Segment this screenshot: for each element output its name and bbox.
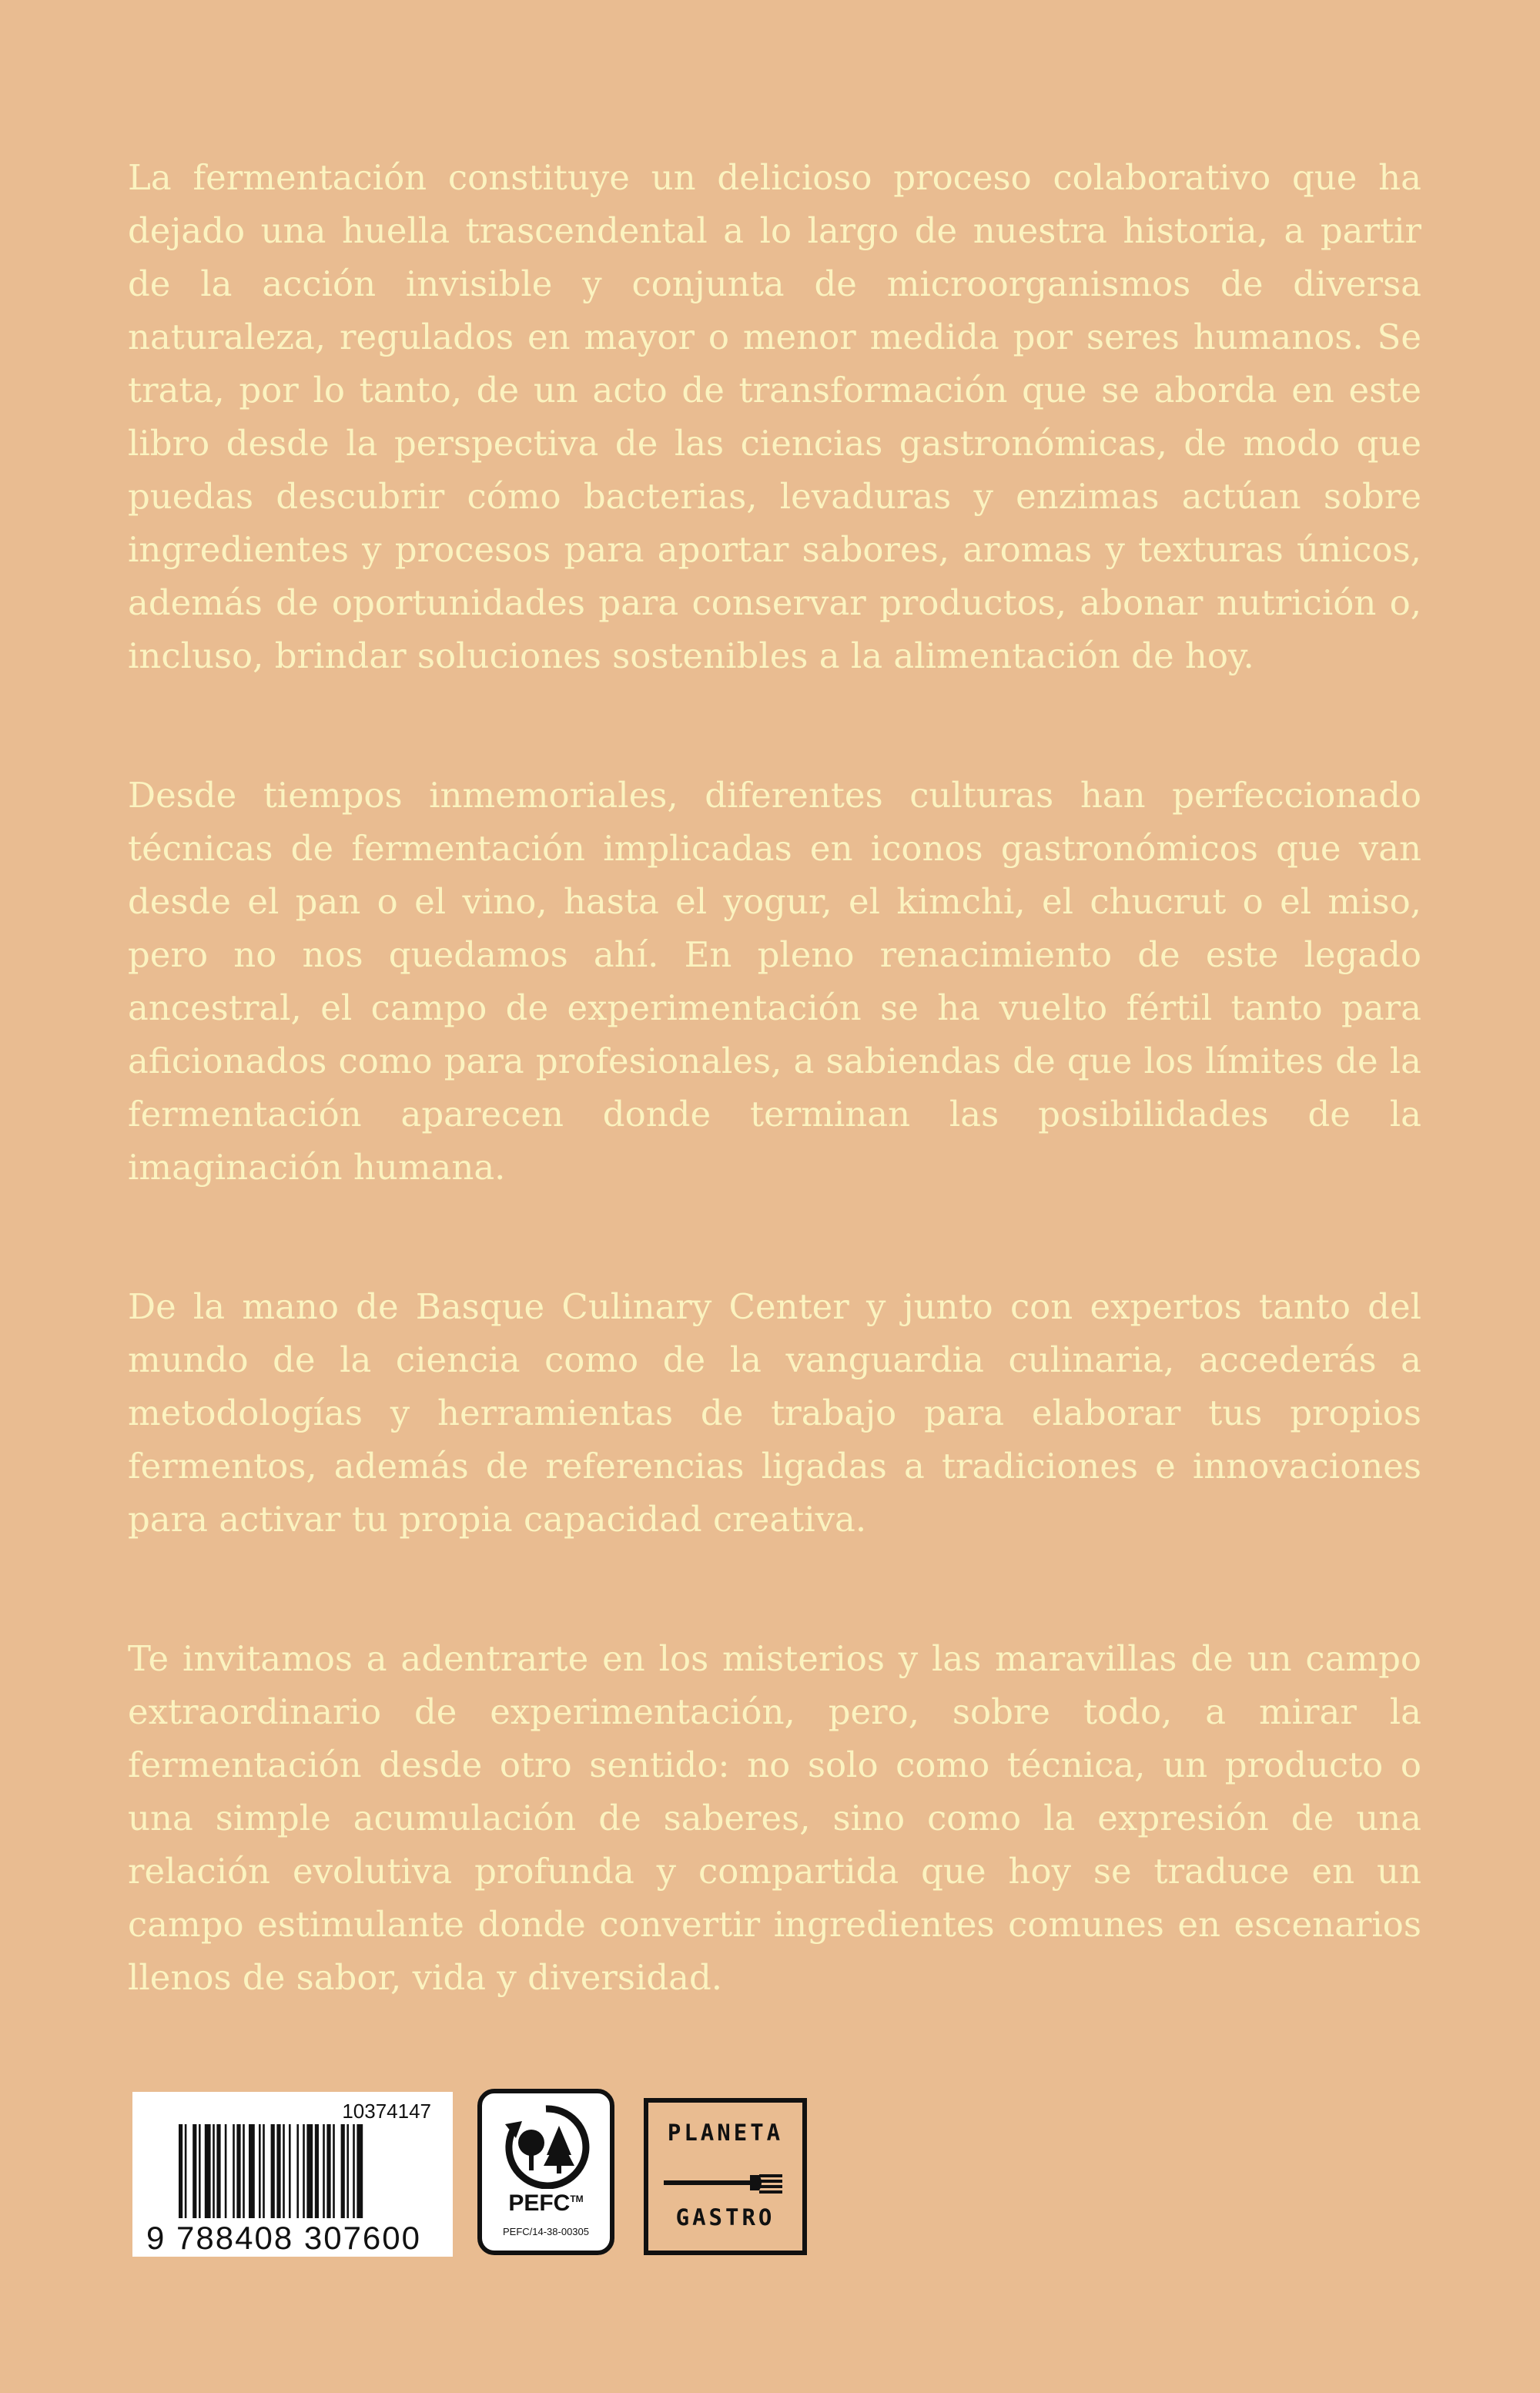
barcode-number: 9 788408 307600 — [146, 2220, 421, 2256]
barcode-bar — [199, 2124, 201, 2218]
barcode-bar — [243, 2124, 245, 2218]
barcode-bar — [236, 2124, 240, 2218]
pefc-logo — [477, 2089, 614, 2255]
barcode-bar — [303, 2124, 305, 2218]
barcode-bar — [276, 2124, 280, 2218]
barcode-bar — [296, 2124, 299, 2218]
barcode-bar — [326, 2124, 330, 2218]
barcode-bar — [289, 2124, 291, 2218]
barcode-bar — [353, 2124, 355, 2218]
barcode-bar — [225, 2124, 227, 2218]
back-cover-text — [128, 151, 1421, 2090]
planeta-gastro-logo — [644, 2098, 807, 2255]
barcode-bar — [205, 2124, 211, 2218]
barcode-bar — [263, 2124, 265, 2218]
barcode-bar — [283, 2124, 285, 2218]
barcode-code: 10374147 — [342, 2100, 431, 2123]
pefc-label: PEFC™ — [508, 2190, 584, 2216]
barcode-bar — [315, 2124, 319, 2218]
barcode-bar — [333, 2124, 335, 2218]
barcode-bar — [271, 2124, 275, 2218]
barcode-bar — [249, 2124, 255, 2218]
barcode-bar — [179, 2124, 182, 2218]
paragraph-2: Desde tiempos inmemoriales, diferentes culturas han perfeccionado técnicas de fermentación implicadas en iconos gastronómicos que van desde el pan o el vino, hasta el yogur, el kimchi, el chucrut o el miso, pero no nos quedamos ahí. En pleno renacimiento de este legado ancestral, el campo de experimentación se ha vuelto fértil tanto para aficionados como para profesionales, a sabiendas de que los límites de la fermentación aparecen donde terminan las posibilidades de la imaginación humana. — [128, 775, 1421, 1188]
paragraph-3: De la mano de Basque Culinary Center y junto con expertos tanto del mundo de la ciencia como de la vanguardia culinaria, accederás a metodologías y herramientas de trabajo para elaborar tus propios fermentos, además de referencias ligadas a tradiciones e innovaciones para activar tu propia capacidad creativa. — [128, 1286, 1421, 1540]
barcode-bar — [185, 2124, 187, 2218]
barcode-bars — [179, 2124, 425, 2218]
barcode-bar — [357, 2124, 363, 2218]
barcode-bar — [346, 2124, 349, 2218]
barcode-bar — [192, 2124, 196, 2218]
barcode-bar — [233, 2124, 235, 2218]
pefc-code: PEFC/14-38-00305 — [502, 2226, 589, 2237]
publisher-line2: GASTRO — [675, 2204, 775, 2230]
paragraph-4: Te invitamos a adentrarte en los misterios y las maravillas de un campo extraordinario de experimentación, pero, sobre todo, a mirar la fermentación desde otro sentido: no solo como técnica, un producto o una simple acumulación de saberes, sino como la expresión de una relación evolutiva profunda y compartida que hoy se traduce en un campo estimulante donde convertir ingredientes comunes en escenarios llenos de sabor, vida y diversidad. — [128, 1638, 1421, 1998]
pefc-tree-icon — [499, 2104, 593, 2189]
barcode-bar — [259, 2124, 261, 2218]
barcode-bar — [213, 2124, 215, 2218]
barcode-bar — [216, 2124, 220, 2218]
barcode-bar — [323, 2124, 325, 2218]
fork-icon — [664, 2167, 787, 2198]
paragraph-1: La fermentación constituye un delicioso proceso colaborativo que ha dejado una huella trascendental a lo largo de nuestra historia, a partir de la acción invisible y conjunta de microorganismos de diversa naturaleza, regulados en mayor o menor medida por seres humanos. Se trata, por lo tanto, de un acto de transformación que se aborda en este libro desde la perspectiva de las ciencias gastronómicas, de modo que puedas descubrir cómo bacterias, levaduras y enzimas actúan sobre ingredientes y procesos para aportar sabores, aromas y texturas únicos, además de oportunidades para conservar productos, abonar nutrición o, incluso, brindar soluciones sostenibles a la alimentación de hoy. — [128, 157, 1421, 676]
barcode-bar — [341, 2124, 345, 2218]
barcode-bar — [306, 2124, 313, 2218]
barcode — [132, 2092, 453, 2257]
publisher-line1: PLANETA — [667, 2120, 784, 2146]
